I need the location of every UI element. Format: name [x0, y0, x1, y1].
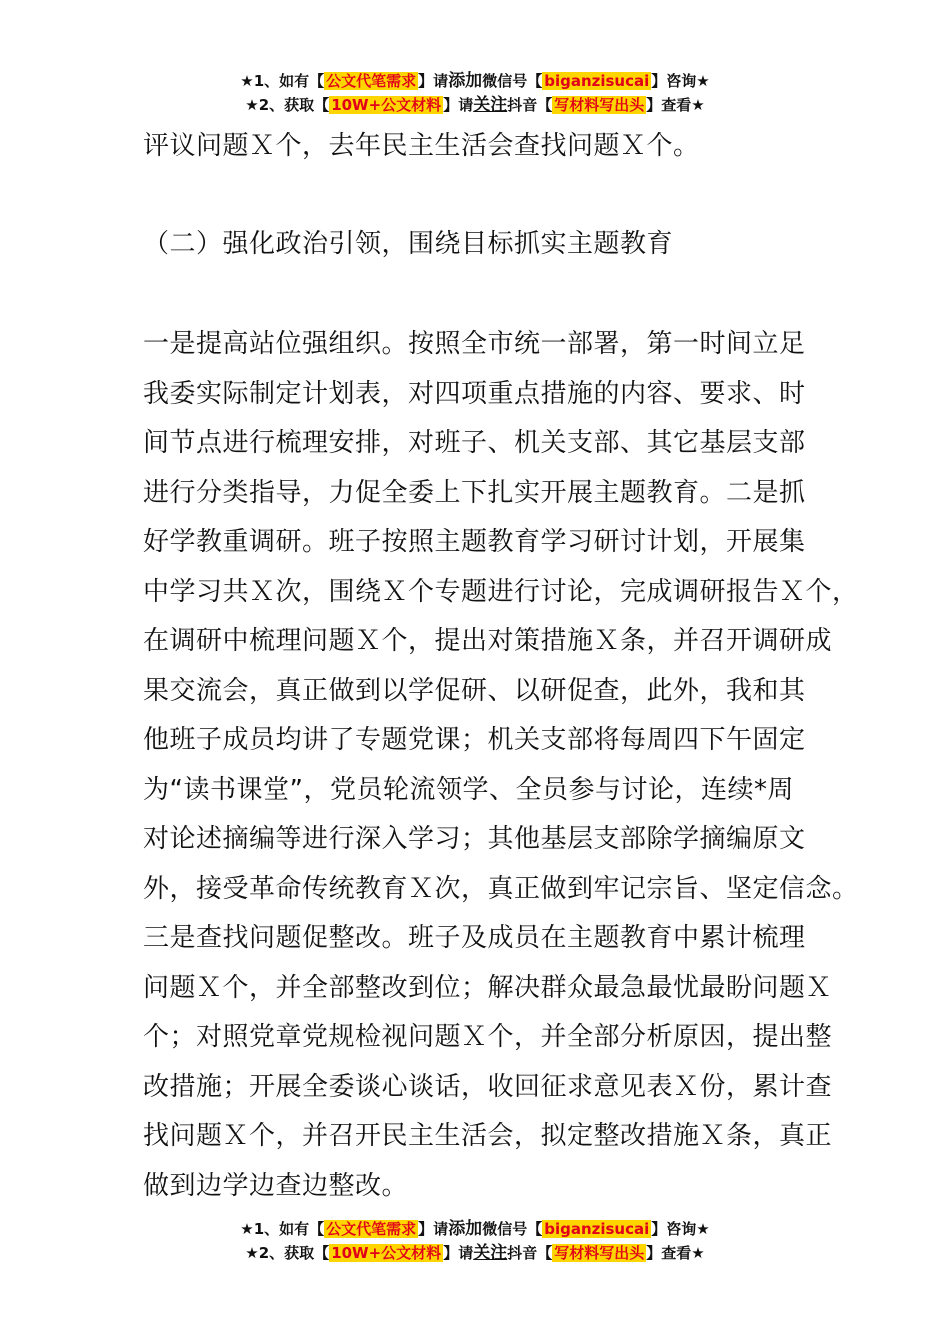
paragraph-line: 进行分类指导，力促全委上下扎实开展主题教育。二是抓 [143, 477, 806, 508]
banner-text: 抖音【 [507, 1244, 553, 1262]
banner-line-1 [0, 1218, 950, 1242]
banner-highlight: 写材料写出头 [554, 96, 645, 114]
paragraph-line: 问题Ｘ个，并全部整改到位；解决群众最急最忧最盼问题Ｘ [143, 972, 833, 1003]
banner-text: 微信号【 [482, 72, 543, 90]
banner-highlight: 写材料写出头 [554, 1244, 645, 1262]
main-paragraph [143, 320, 859, 1211]
section-heading-block [143, 220, 833, 270]
banner-emphasis: 添加 [448, 71, 483, 91]
paragraph-line: 三是查找问题促整改。班子及成员在主题教育中累计梳理 [143, 923, 806, 953]
banner-highlight: 10W+公文材料 [331, 96, 442, 114]
banner-text: 】查看★ [646, 1244, 705, 1262]
paragraph-line: 对论述摘编等进行深入学习；其他基层支部除学摘编原文 [143, 824, 806, 854]
paragraph-line: 外，接受革命传统教育Ｘ次，真正做到牢记宗旨、坚定信念。 [143, 873, 859, 904]
banner-emphasis: 关注 [473, 1243, 508, 1263]
paragraph-line: 果交流会，真正做到以学促研、以研促查，此外，我和其 [143, 675, 806, 706]
paragraph-line: 个；对照党章党规检视问题Ｘ个，并全部分析原因，提出整 [143, 1022, 833, 1052]
paragraph-line: 做到边学边查边整改。 [143, 1170, 409, 1201]
banner-text: 抖音【 [507, 96, 553, 114]
paragraph-line: 好学教重调研。班子按照主题教育学习研讨计划，开展集 [143, 527, 806, 557]
paragraph-line: 一是提高站位强组织。按照全市统一部署，第一时间立足 [143, 329, 806, 359]
banner-text: 】请 [443, 96, 474, 114]
banner-text: 】查看★ [646, 96, 705, 114]
banner-line-2 [0, 1242, 950, 1266]
banner-text: 】咨询★ [651, 72, 710, 90]
banner-emphasis: 关注 [473, 95, 508, 115]
banner-line-2 [0, 94, 950, 118]
banner-text: ★2、获取【 [245, 1244, 330, 1262]
banner-emphasis: 添加 [448, 1219, 483, 1239]
banner-highlight: 公文代笔需求 [326, 1220, 417, 1238]
banner-highlight: biganzisucai [544, 1220, 650, 1238]
paragraph-line: 间节点进行梳理安排，对班子、机关支部、其它基层支部 [143, 428, 806, 458]
banner-text: 】请 [418, 72, 449, 90]
intro-line: 评议问题Ｘ个，去年民主生活会查找问题Ｘ个。 [143, 131, 700, 161]
paragraph-line: 在调研中梳理问题Ｘ个，提出对策措施Ｘ条，并召开调研成 [143, 626, 833, 656]
section-heading: （二）强化政治引领，围绕目标抓实主题教育 [143, 229, 674, 259]
banner-text: ★1、如有【 [240, 72, 325, 90]
paragraph-line: 找问题Ｘ个，并召开民主生活会，拟定整改措施Ｘ条，真正 [143, 1121, 833, 1151]
paragraph-line: 他班子成员均讲了专题党课；机关支部将每周四下午固定 [143, 725, 806, 755]
banner-line-1 [0, 70, 950, 94]
paragraph-line: 改措施；开展全委谈心谈话，收回征求意见表Ｘ份，累计查 [143, 1071, 833, 1102]
banner-highlight: 公文代笔需求 [326, 72, 417, 90]
paragraph-line: 为“读书课堂”，党员轮流领学、全员参与讨论，连续*周 [143, 774, 794, 805]
top-banner [0, 70, 950, 118]
banner-text: 】请 [418, 1220, 449, 1238]
banner-text: 微信号【 [482, 1220, 543, 1238]
banner-text: ★2、获取【 [245, 96, 330, 114]
banner-text: ★1、如有【 [240, 1220, 325, 1238]
banner-text: 】咨询★ [651, 1220, 710, 1238]
banner-highlight: biganzisucai [544, 72, 650, 90]
banner-highlight: 10W+公文材料 [331, 1244, 442, 1262]
paragraph-line: 我委实际制定计划表，对四项重点措施的内容、要求、时 [143, 378, 806, 409]
banner-text: 】请 [443, 1244, 474, 1262]
document-body [143, 122, 833, 172]
paragraph-line: 中学习共Ｘ次，围绕Ｘ个专题进行讨论，完成调研报告Ｘ个， [143, 576, 859, 607]
bottom-banner [0, 1218, 950, 1266]
